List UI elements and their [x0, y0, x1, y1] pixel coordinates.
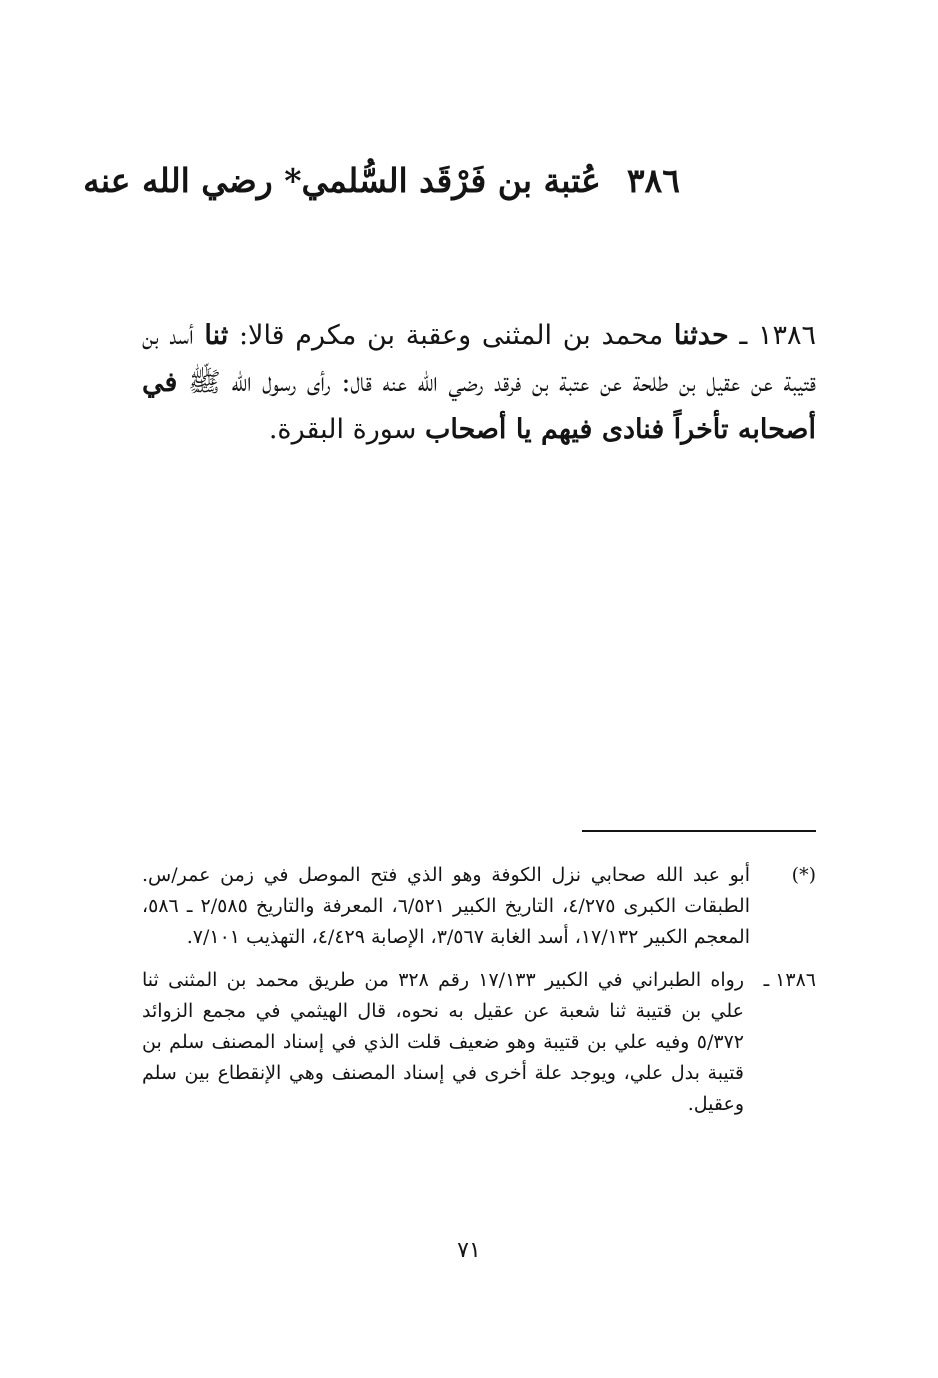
hadith-thana-word: ثنا: [204, 320, 229, 351]
hadith-separator: ـ: [728, 320, 758, 351]
hadith-text-part1: محمد بن المثنى وعقبة بن مكرم قالا:: [228, 320, 674, 351]
footnote-marker: ١٣٨٦ ـ: [763, 969, 816, 991]
footnote-marker: (*): [791, 864, 816, 886]
footnote-text: رواه الطبراني في الكبير ١٧/١٣٣ رقم ٣٢٨ من طريق محمد بن المثنى ثنا علي بن قتيبة ثنا شعبة عن عقيل به نحوه، قال الهيثمي في مجمع الزوائد ٥/٣٧٢ وفيه علي بن قتيبة وهو ضعيف قلت الذي في إسناد المصنف سلم بن قتيبة بدل علي، ويوجد علة أخرى في إسناد المصنف وهي الإنقطاع بين سلم وعقيل.: [142, 969, 745, 1115]
footnote-takhrij: [142, 965, 816, 1120]
footnote-separator-line: [582, 830, 816, 832]
footnotes: [142, 860, 816, 1120]
chapter-title: عُتبة بن فَرْقَد السُّلمي* رضي الله عنه: [83, 161, 601, 200]
page-number: ٧١: [457, 1238, 481, 1263]
hadith-emphasis: في أصحابه تأخراً فنادى فيهم يا أصحاب: [142, 367, 816, 445]
hadith-text: [142, 312, 816, 453]
hadith-lead-word: حدثنا: [673, 320, 729, 351]
footnote-text: أبو عبد الله صحابي نزل الكوفة وهو الذي فتح الموصل في زمن عمر/س. الطبقات الكبرى ٤/٢٧٥، التاريخ الكبير ٦/٥٢١، المعرفة والتاريخ ٢/٥٨٥ ـ ٥٨٦، المعجم الكبير ١٧/١٣٢، أسد الغابة ٣/٥٦٧، الإصابة ٤/٤٢٩، التهذيب ٧/١٠١.: [142, 864, 750, 948]
hadith-text-part3: سورة البقرة.: [268, 414, 425, 445]
footnote-biography: [142, 860, 816, 953]
hadith-text-part2: أسد بن قتيبة عن عقيل بن طلحة عن عتبة بن فرقد رضي الله عنه قال: رأى رسول الله ﷺ: [142, 320, 816, 398]
chapter-heading: [83, 160, 680, 203]
chapter-number: ٣٨٦: [626, 161, 680, 200]
hadith-number: ١٣٨٦: [757, 320, 816, 351]
